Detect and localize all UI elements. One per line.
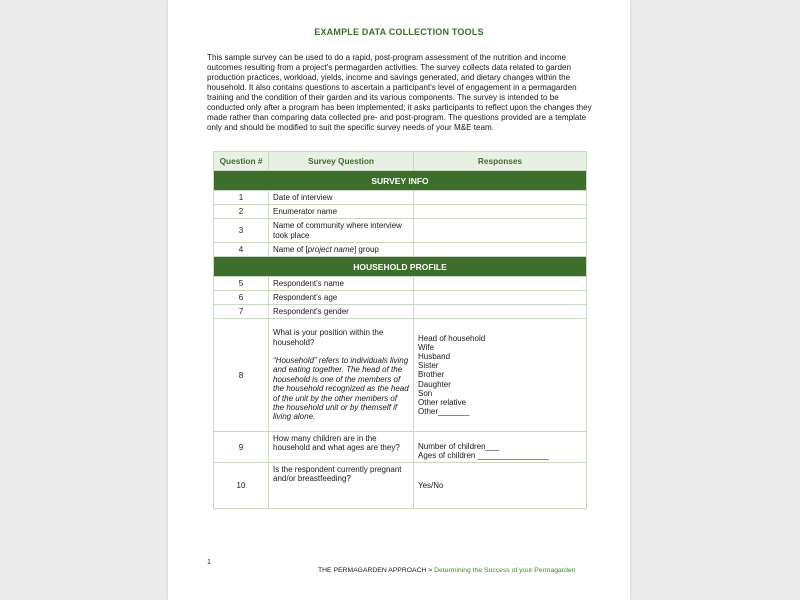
response-cell [414, 243, 587, 257]
question-text: Respondent's name [269, 277, 414, 291]
question-text: How many children are in the household and what ages are they? [269, 432, 414, 463]
table-row [214, 463, 587, 509]
question-note: “Household” refers to individuals living and eating together. The head of the household is one of the members of the household recognized as the head of the unit by the other members of the household unit or by themself if living alone. [273, 355, 409, 422]
question-text [269, 319, 414, 432]
question-text: Respondent's gender [269, 305, 414, 319]
question-number: 1 [214, 191, 269, 205]
response-option: Head of household [418, 333, 486, 343]
response-cell [414, 219, 587, 243]
response-option: Brother [418, 370, 445, 380]
question-number: 2 [214, 205, 269, 219]
question-number: 3 [214, 219, 269, 243]
question-number: 10 [214, 463, 269, 509]
page-footer [318, 567, 575, 574]
table-row [214, 319, 587, 432]
question-text [269, 243, 414, 257]
question-number: 8 [214, 319, 269, 432]
section-row-household-profile [214, 257, 587, 277]
response-option: Daughter [418, 379, 451, 389]
response-cell [414, 319, 587, 432]
question-prefix: Name of [ [273, 244, 308, 254]
table-row [214, 219, 587, 243]
question-main: What is your position within the household? [273, 328, 384, 347]
response-option: Wife [418, 342, 434, 352]
question-number: 6 [214, 291, 269, 305]
table-row [214, 291, 587, 305]
table-row [214, 205, 587, 219]
response-option: Sister [418, 361, 439, 371]
table-row [214, 432, 587, 463]
document-page [168, 0, 630, 600]
question-italic: project name [307, 244, 354, 254]
response-cell [414, 205, 587, 219]
response-cell [414, 463, 587, 509]
response-cell [414, 432, 587, 463]
question-text: Date of interview [269, 191, 414, 205]
header-survey-question: Survey Question [269, 152, 414, 171]
response-option: Other relative [418, 398, 467, 407]
header-question-number: Question # [214, 152, 269, 171]
question-text: Enumerator name [269, 205, 414, 219]
response-option: Number of children___ [418, 441, 499, 451]
table-row [214, 191, 587, 205]
question-text: Is the respondent currently pregnant and/or breastfeeding? [269, 463, 414, 509]
table-header-row [214, 152, 587, 171]
header-responses: Responses [414, 152, 587, 171]
question-number: 5 [214, 277, 269, 291]
response-option: Yes/No [418, 480, 444, 490]
response-option: Ages of children ________________ [418, 450, 549, 460]
response-cell [414, 291, 587, 305]
page-title: EXAMPLE DATA COLLECTION TOOLS [314, 27, 484, 37]
page-number: 1 [207, 559, 211, 566]
question-number: 4 [214, 243, 269, 257]
intro-paragraph: This sample survey can be used to do a rapid, post-program assessment of the nutrition and income outcomes resulting from a project's permagarden activities. The survey collects data related to garden production practices, workload, yields, income and savings generated, and dietary changes within the household. It also contains questions to ascertain a participant's level of engagement in a permagarden training and the condition of their garden and its various components. The survey is intended to be conducted only after a program has been implemented; it asks participants to reflect upon the changes they made rather than comparing data collected pre- and post-program. The questions provided are a template only and should be modified to suit the specific survey needs of your M&E team. [207, 53, 592, 133]
question-number: 9 [214, 432, 269, 463]
section-label: HOUSEHOLD PROFILE [214, 257, 587, 277]
footer-chapter: Determining the Success of your Permagarden [432, 567, 576, 574]
survey-table [213, 151, 587, 509]
question-suffix: ] group [353, 244, 379, 254]
response-cell [414, 191, 587, 205]
footer-publication: THE PERMAGARDEN APPROACH > [318, 567, 433, 574]
question-text: Name of community where interview took place [269, 219, 414, 243]
question-number: 7 [214, 305, 269, 319]
table-row [214, 277, 587, 291]
section-row-survey-info [214, 171, 587, 191]
section-label: SURVEY INFO [214, 171, 587, 191]
table-row [214, 305, 587, 319]
response-option: Other_______ [418, 407, 470, 417]
question-text: Respondent's age [269, 291, 414, 305]
response-option: Husband [418, 351, 451, 361]
response-cell [414, 305, 587, 319]
response-cell [414, 277, 587, 291]
response-option: Son [418, 388, 433, 398]
table-row [214, 243, 587, 257]
